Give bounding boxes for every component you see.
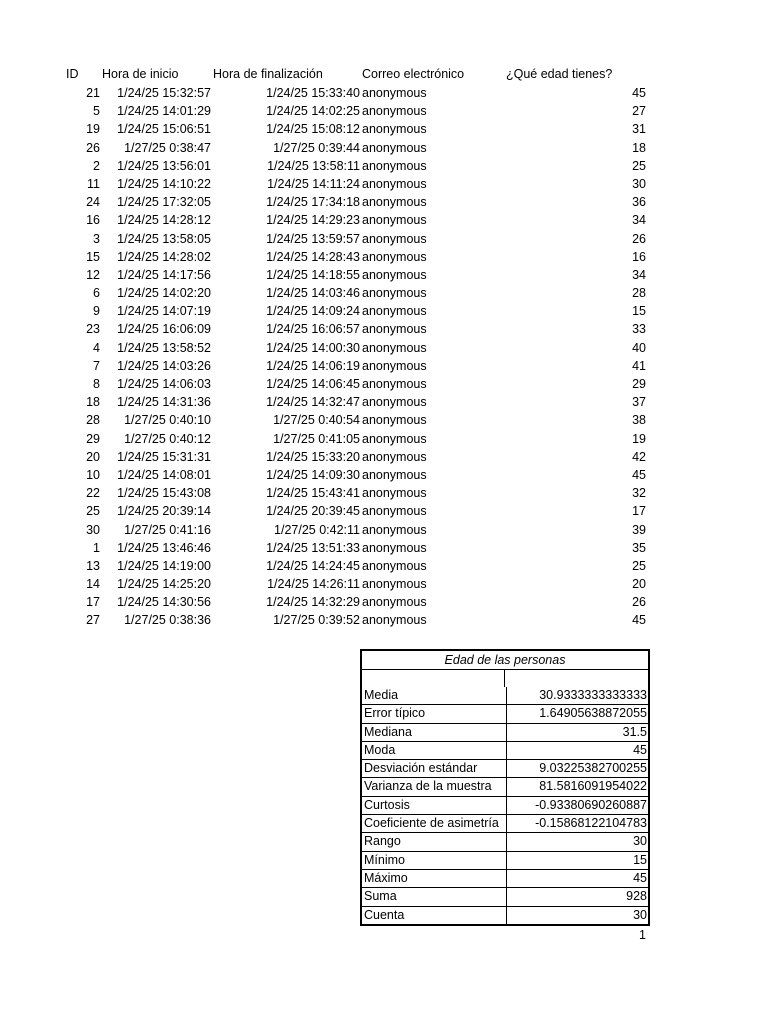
cell-age: 27 [632, 104, 646, 119]
stats-body [362, 687, 648, 924]
stats-table [360, 649, 650, 926]
header-email: Correo electrónico [362, 67, 465, 81]
table-row [0, 157, 768, 175]
stats-row [362, 814, 648, 832]
header-start-time: Hora de inicio [102, 67, 179, 81]
cell-end-time: 1/24/25 16:06:57 [266, 322, 360, 337]
cell-age: 40 [632, 340, 646, 355]
cell-start-time: 1/24/25 14:10:22 [117, 176, 211, 191]
table-row [0, 284, 768, 302]
table-row [0, 339, 768, 357]
cell-end-time: 1/24/25 13:51:33 [266, 540, 360, 555]
stats-row [362, 723, 648, 741]
cell-start-time: 1/24/25 14:25:20 [117, 577, 211, 592]
table-row [0, 248, 768, 266]
cell-id: 6 [93, 286, 100, 301]
cell-end-time: 1/24/25 17:34:18 [266, 195, 360, 210]
table-row [0, 502, 768, 520]
table-row [0, 611, 768, 629]
cell-email: anonymous [362, 540, 427, 555]
table-row [0, 521, 768, 539]
cell-email: anonymous [362, 558, 427, 573]
cell-start-time: 1/24/25 14:07:19 [117, 304, 211, 319]
cell-end-time: 1/24/25 14:32:29 [266, 595, 360, 610]
table-row [0, 484, 768, 502]
cell-email: anonymous [362, 486, 427, 501]
response-table [0, 84, 768, 630]
cell-start-time: 1/24/25 14:02:20 [117, 286, 211, 301]
cell-age: 25 [632, 158, 646, 173]
stats-label: Mínimo [362, 852, 507, 869]
cell-end-time: 1/24/25 15:33:40 [266, 86, 360, 100]
cell-email: anonymous [362, 267, 427, 282]
stats-value: 30 [633, 834, 647, 849]
table-row [0, 430, 768, 448]
stats-value: 928 [626, 889, 647, 904]
stats-label: Desviación estándar [362, 760, 507, 777]
cell-email: anonymous [362, 504, 427, 519]
stats-row [362, 759, 648, 777]
stats-row [362, 887, 648, 905]
cell-email: anonymous [362, 86, 427, 100]
cell-email: anonymous [362, 431, 427, 446]
table-row [0, 230, 768, 248]
cell-age: 36 [632, 195, 646, 210]
cell-start-time: 1/24/25 14:17:56 [117, 267, 211, 282]
cell-age: 26 [632, 595, 646, 610]
cell-email: anonymous [362, 377, 427, 391]
stats-value: 1.64905638872055 [539, 706, 647, 721]
stats-row [362, 741, 648, 759]
cell-id: 23 [86, 322, 100, 337]
stats-label: Moda [362, 742, 507, 759]
cell-end-time: 1/27/25 0:39:44 [273, 140, 360, 155]
stats-value: 81.5816091954022 [539, 779, 647, 794]
cell-start-time: 1/27/25 0:40:10 [124, 413, 211, 428]
cell-email: anonymous [362, 340, 427, 355]
stats-row [362, 687, 648, 704]
cell-id: 4 [93, 340, 100, 355]
cell-id: 28 [86, 413, 100, 428]
cell-end-time: 1/24/25 15:08:12 [266, 122, 360, 137]
stats-row [362, 851, 648, 869]
cell-end-time: 1/24/25 14:09:30 [266, 467, 360, 482]
cell-end-time: 1/24/25 14:06:45 [266, 377, 360, 391]
cell-age: 37 [632, 395, 646, 410]
table-row [0, 139, 768, 157]
cell-age: 34 [632, 213, 646, 228]
cell-start-time: 1/24/25 14:08:01 [117, 467, 211, 482]
cell-email: anonymous [362, 449, 427, 464]
cell-email: anonymous [362, 104, 427, 119]
cell-age: 45 [632, 86, 646, 100]
stats-row [362, 906, 648, 924]
cell-start-time: 1/24/25 16:06:09 [117, 322, 211, 337]
cell-start-time: 1/24/25 14:30:56 [117, 595, 211, 610]
cell-id: 24 [86, 195, 100, 210]
cell-age: 32 [632, 486, 646, 501]
cell-email: anonymous [362, 213, 427, 228]
cell-age: 15 [632, 304, 646, 319]
stats-value: -0.93380690260887 [535, 797, 647, 812]
cell-age: 30 [632, 176, 646, 191]
cell-start-time: 1/24/25 14:19:00 [117, 558, 211, 573]
cell-age: 42 [632, 449, 646, 464]
stats-value: -0.15868122104783 [535, 816, 647, 831]
cell-start-time: 1/27/25 0:41:16 [124, 522, 211, 537]
cell-end-time: 1/24/25 14:09:24 [266, 304, 360, 319]
cell-start-time: 1/27/25 0:38:47 [124, 140, 211, 155]
cell-start-time: 1/24/25 17:32:05 [117, 195, 211, 210]
cell-age: 16 [632, 249, 646, 264]
cell-age: 25 [632, 558, 646, 573]
cell-end-time: 1/24/25 14:11:24 [267, 176, 360, 191]
cell-end-time: 1/24/25 13:59:57 [266, 231, 360, 246]
cell-age: 39 [632, 522, 646, 537]
table-row [0, 193, 768, 211]
table-row [0, 539, 768, 557]
cell-start-time: 1/24/25 14:31:36 [117, 395, 211, 410]
cell-end-time: 1/27/25 0:40:54 [273, 413, 360, 428]
cell-email: anonymous [362, 613, 427, 628]
cell-end-time: 1/24/25 14:02:25 [266, 104, 360, 119]
cell-end-time: 1/27/25 0:39:52 [273, 613, 360, 628]
cell-id: 25 [86, 504, 100, 519]
cell-id: 11 [87, 176, 100, 191]
cell-id: 15 [86, 249, 100, 264]
stats-row [362, 869, 648, 887]
cell-end-time: 1/24/25 14:28:43 [266, 249, 360, 264]
cell-id: 22 [86, 486, 100, 501]
cell-age: 41 [632, 358, 646, 373]
table-row [0, 211, 768, 229]
header-age: ¿Qué edad tienes? [506, 67, 613, 81]
header-id: ID [66, 67, 79, 81]
stats-label: Mediana [362, 724, 507, 741]
cell-start-time: 1/24/25 14:28:02 [117, 249, 211, 264]
cell-age: 45 [632, 467, 646, 482]
cell-end-time: 1/27/25 0:41:05 [273, 431, 360, 446]
cell-id: 12 [86, 267, 100, 282]
cell-id: 1 [93, 540, 100, 555]
cell-email: anonymous [362, 176, 427, 191]
stats-label: Suma [362, 888, 507, 905]
cell-id: 18 [86, 395, 100, 410]
table-row [0, 102, 768, 120]
stats-value: 45 [633, 870, 647, 885]
cell-end-time: 1/24/25 13:58:11 [267, 158, 360, 173]
cell-id: 21 [86, 86, 100, 100]
cell-start-time: 1/27/25 0:38:36 [124, 613, 211, 628]
cell-age: 38 [632, 413, 646, 428]
cell-email: anonymous [362, 595, 427, 610]
cell-id: 26 [86, 140, 100, 155]
cell-end-time: 1/24/25 14:32:47 [266, 395, 360, 410]
cell-email: anonymous [362, 413, 427, 428]
cell-email: anonymous [362, 395, 427, 410]
cell-end-time: 1/27/25 0:42:11 [274, 522, 360, 537]
cell-id: 19 [86, 122, 100, 137]
stats-label: Rango [362, 833, 507, 850]
stats-row [362, 704, 648, 722]
cell-id: 20 [86, 449, 100, 464]
cell-end-time: 1/24/25 15:33:20 [266, 449, 360, 464]
stats-label: Media [362, 687, 507, 704]
cell-age: 35 [632, 540, 646, 555]
cell-end-time: 1/24/25 14:24:45 [266, 558, 360, 573]
cell-end-time: 1/24/25 20:39:45 [266, 504, 360, 519]
cell-id: 29 [86, 431, 100, 446]
stats-row [362, 796, 648, 814]
cell-age: 28 [632, 286, 646, 301]
table-row [0, 448, 768, 466]
table-row [0, 266, 768, 284]
cell-end-time: 1/24/25 14:00:30 [266, 340, 360, 355]
stats-blank-row [362, 670, 648, 687]
table-row [0, 575, 768, 593]
stats-title: Edad de las personas [362, 651, 648, 670]
cell-start-time: 1/24/25 13:58:05 [117, 231, 211, 246]
table-row [0, 593, 768, 611]
stats-value: 30.9333333333333 [539, 688, 647, 702]
cell-start-time: 1/24/25 14:28:12 [117, 213, 211, 228]
cell-age: 45 [632, 613, 646, 628]
cell-start-time: 1/24/25 15:06:51 [117, 122, 211, 137]
stats-row [362, 832, 648, 850]
table-row [0, 320, 768, 338]
cell-id: 5 [93, 104, 100, 119]
cell-start-time: 1/24/25 13:58:52 [117, 340, 211, 355]
cell-id: 27 [86, 613, 100, 628]
cell-end-time: 1/24/25 14:03:46 [266, 286, 360, 301]
table-row [0, 175, 768, 193]
cell-id: 10 [86, 467, 100, 482]
cell-start-time: 1/24/25 15:32:57 [117, 86, 211, 100]
table-row [0, 357, 768, 375]
cell-age: 34 [632, 267, 646, 282]
cell-id: 30 [86, 522, 100, 537]
cell-age: 17 [632, 504, 646, 519]
stats-label: Coeficiente de asimetría [362, 815, 507, 832]
cell-start-time: 1/24/25 14:03:26 [117, 358, 211, 373]
cell-id: 3 [93, 231, 100, 246]
cell-id: 16 [86, 213, 100, 228]
stats-row [362, 777, 648, 795]
cell-end-time: 1/24/25 14:18:55 [266, 267, 360, 282]
cell-email: anonymous [362, 249, 427, 264]
cell-email: anonymous [362, 122, 427, 137]
cell-id: 14 [86, 577, 100, 592]
stats-value: 30 [633, 907, 647, 922]
stats-value: 45 [633, 742, 647, 757]
cell-email: anonymous [362, 231, 427, 246]
stats-label: Varianza de la muestra [362, 778, 507, 795]
cell-start-time: 1/27/25 0:40:12 [124, 431, 211, 446]
cell-age: 31 [632, 122, 646, 137]
cell-start-time: 1/24/25 15:31:31 [117, 449, 211, 464]
cell-end-time: 1/24/25 14:29:23 [266, 213, 360, 228]
cell-start-time: 1/24/25 14:06:03 [117, 377, 211, 391]
cell-age: 20 [632, 577, 646, 592]
cell-age: 18 [632, 140, 646, 155]
cell-id: 8 [93, 377, 100, 391]
cell-end-time: 1/24/25 14:06:19 [266, 358, 360, 373]
cell-email: anonymous [362, 467, 427, 482]
cell-start-time: 1/24/25 13:46:46 [117, 540, 211, 555]
table-row [0, 466, 768, 484]
cell-id: 7 [93, 358, 100, 373]
cell-id: 13 [86, 558, 100, 573]
cell-email: anonymous [362, 358, 427, 373]
cell-id: 9 [93, 304, 100, 319]
table-row [0, 84, 768, 102]
cell-age: 33 [632, 322, 646, 337]
table-row [0, 393, 768, 411]
cell-email: anonymous [362, 522, 427, 537]
cell-email: anonymous [362, 577, 427, 592]
stats-label: Error típico [362, 705, 507, 722]
table-row [0, 120, 768, 138]
cell-email: anonymous [362, 286, 427, 301]
stats-label: Máximo [362, 870, 507, 887]
cell-start-time: 1/24/25 14:01:29 [117, 104, 211, 119]
cell-age: 29 [632, 377, 646, 391]
table-row [0, 375, 768, 393]
cell-start-time: 1/24/25 13:56:01 [117, 158, 211, 173]
cell-age: 26 [632, 231, 646, 246]
cell-start-time: 1/24/25 15:43:08 [117, 486, 211, 501]
stats-value: 9.03225382700255 [539, 761, 647, 776]
cell-email: anonymous [362, 304, 427, 319]
cell-email: anonymous [362, 195, 427, 210]
page-number: 1 [639, 928, 646, 942]
table-row [0, 557, 768, 575]
stats-label: Curtosis [362, 797, 507, 814]
table-row [0, 411, 768, 429]
cell-end-time: 1/24/25 14:26:11 [267, 577, 360, 592]
stats-value: 15 [633, 852, 647, 867]
stats-value: 31.5 [622, 724, 647, 739]
cell-id: 2 [93, 158, 100, 173]
stats-label: Cuenta [362, 907, 507, 924]
cell-end-time: 1/24/25 15:43:41 [266, 486, 360, 501]
table-row [0, 302, 768, 320]
cell-id: 17 [86, 595, 100, 610]
cell-email: anonymous [362, 140, 427, 155]
cell-start-time: 1/24/25 20:39:14 [117, 504, 211, 519]
cell-email: anonymous [362, 322, 427, 337]
header-end-time: Hora de finalización [213, 67, 323, 81]
cell-email: anonymous [362, 158, 427, 173]
cell-age: 19 [632, 431, 646, 446]
